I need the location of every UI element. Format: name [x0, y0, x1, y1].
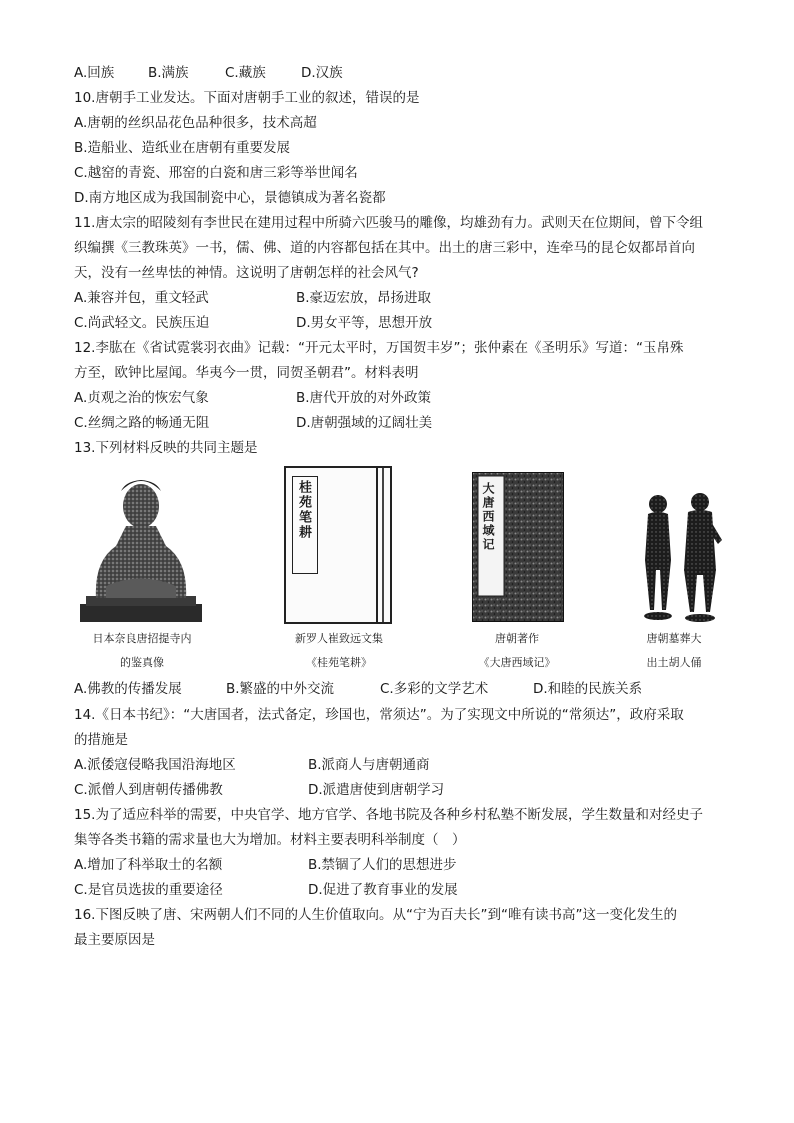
figure-4-caption-line-1: 唐朝墓葬大 — [646, 632, 702, 645]
q14-stem-line-1: 14.《日本书纪》：“大唐国者，法式备定，珍国也，常须达”。为了实现文中所说的“常须达”，政府采取 — [74, 707, 684, 723]
q11-stem-line-1: 11.唐太宗的昭陵刻有李世民在建用过程中所骑六匹骏马的雕像，均雄劲有力。武则天在位期间，曾下令组 — [74, 215, 703, 231]
q12-stem-line-2: 方至，欧钟比屋闻。华夷今一贯，同贺圣朝君”。材料表明 — [74, 365, 419, 381]
jianzhen-statue-image — [76, 466, 206, 626]
figure-1-caption-line-2: 的鉴真像 — [120, 656, 164, 669]
datang-xiyuji-book-image — [472, 472, 564, 622]
q9-option-b: B.满族 — [148, 65, 189, 81]
q14-option-d: D.派遣唐使到唐朝学习 — [308, 782, 445, 798]
figure-3-caption-line-2: 《大唐西域记》 — [478, 656, 556, 669]
q15-option-b: B.禁锢了人们的思想进步 — [308, 857, 457, 873]
q11-option-a: A.兼容并包，重文轻武 — [74, 290, 209, 306]
q11-option-d: D.男女平等，思想开放 — [296, 315, 433, 331]
q10-option-a: A.唐朝的丝织品花色品种很多，技术高超 — [74, 115, 317, 131]
hu-figurines-image — [638, 490, 730, 624]
figure-2-caption-line-1: 新罗人崔致远文集 — [295, 632, 383, 645]
q13-option-a: A.佛教的传播发展 — [74, 681, 182, 697]
q14-option-a: A.派倭寇侵略我国沿海地区 — [74, 757, 236, 773]
q9-option-d: D.汉族 — [301, 65, 343, 81]
q10-option-c: C.越窑的青瓷、邢窑的白瓷和唐三彩等举世闻名 — [74, 165, 358, 181]
q14-stem-line-2: 的措施是 — [74, 732, 128, 748]
q11-stem-line-3: 天，没有一丝卑怯的神情。这说明了唐朝怎样的社会风气? — [74, 265, 419, 281]
guiyuan-bigeng-book-image — [284, 466, 394, 624]
q12-option-a: A.贞观之治的恢宏气象 — [74, 390, 209, 406]
figure-3-caption-line-1: 唐朝著作 — [495, 632, 539, 645]
q12-option-b: B.唐代开放的对外政策 — [296, 390, 432, 406]
datang-xiyuji-book-title: 大唐西域记 — [481, 482, 495, 552]
q12-option-d: D.唐朝强域的辽阔壮美 — [296, 415, 433, 431]
q15-option-c: C.是官员选拔的重要途径 — [74, 882, 223, 898]
figure-2-caption-line-2: 《桂苑笔耕》 — [306, 656, 372, 669]
q11-option-c: C.尚武轻文。民族压迫 — [74, 315, 210, 331]
q9-option-c: C.藏族 — [225, 65, 266, 81]
q15-stem-line-1: 15.为了适应科举的需要，中央官学、地方官学、各地书院及各种乡村私塾不断发展，学生数量和对经史子 — [74, 807, 703, 823]
q13-option-b: B.繁盛的中外交流 — [226, 681, 335, 697]
q12-option-c: C.丝绸之路的畅通无阻 — [74, 415, 210, 431]
q14-option-b: B.派商人与唐朝通商 — [308, 757, 430, 773]
q15-option-d: D.促进了教育事业的发展 — [308, 882, 458, 898]
q11-stem-line-2: 织编撰《三教珠英》一书，儒、佛、道的内容都包括在其中。出土的唐三彩中，连牵马的昆仑奴都昂首向 — [74, 240, 695, 256]
q11-option-b: B.豪迈宏放，昂扬进取 — [296, 290, 432, 306]
q15-option-a: A.增加了科举取士的名额 — [74, 857, 223, 873]
guiyuan-bigeng-book-title: 桂苑笔耕 — [296, 480, 311, 540]
q12-stem-line-1: 12.李肱在《省试霓裳羽衣曲》记载：“开元太平时，万国贺丰岁”；张仲素在《圣明乐》写道：“玉帛殊 — [74, 340, 684, 356]
q16-stem-line-2: 最主要原因是 — [74, 932, 155, 948]
q10-stem: 10.唐朝手工业发达。下面对唐朝手工业的叙述，错误的是 — [74, 90, 420, 106]
q14-option-c: C.派僧人到唐朝传播佛教 — [74, 782, 223, 798]
q13-stem: 13.下列材料反映的共同主题是 — [74, 440, 258, 456]
q15-stem-line-2: 集等各类书籍的需求量也大为增加。材料主要表明科举制度（ ） — [74, 832, 466, 848]
figure-4-caption-line-2: 出土胡人俑 — [646, 656, 702, 669]
figure-1-caption-line-1: 日本奈良唐招提寺内 — [92, 632, 192, 645]
q13-option-d: D.和睦的民族关系 — [533, 681, 643, 697]
q10-option-d: D.南方地区成为我国制瓷中心，景德镇成为著名瓷都 — [74, 190, 386, 206]
q10-option-b: B.造船业、造纸业在唐朝有重要发展 — [74, 140, 291, 156]
q9-option-a: A.回族 — [74, 65, 115, 81]
q13-option-c: C.多彩的文学艺术 — [380, 681, 489, 697]
q16-stem-line-1: 16.下图反映了唐、宋两朝人们不同的人生价值取向。从“宁为百夫长”到“唯有读书高”这一变化发生的 — [74, 907, 677, 923]
